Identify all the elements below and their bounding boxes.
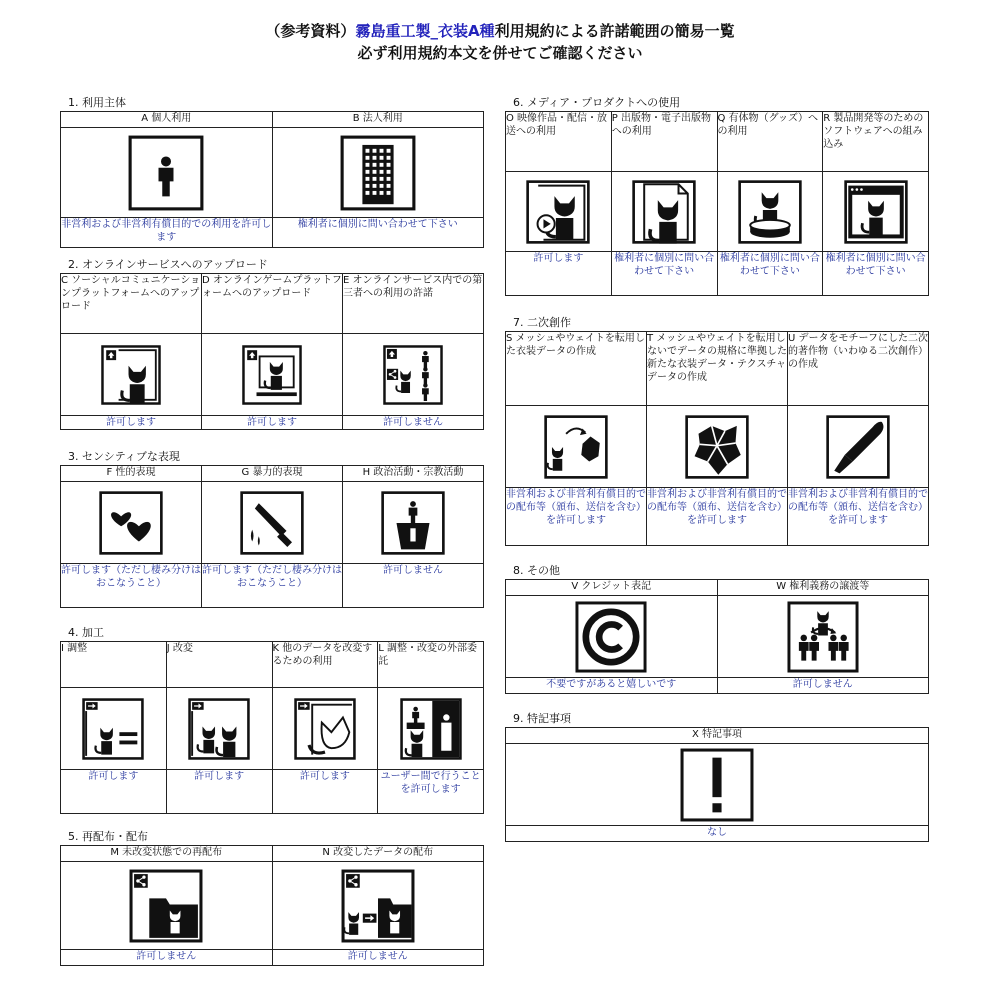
item-permission: 許可しません xyxy=(343,564,484,608)
item-label: V クレジット表記 xyxy=(506,580,718,596)
item-permission: 許可しません xyxy=(717,678,929,694)
item-permission: 権利者に個別に問い合わせて下さい xyxy=(611,252,717,296)
item-label: I 調整 xyxy=(61,642,167,688)
title-suffix: 利用規約による許諾範囲の簡易一覧 xyxy=(494,22,735,40)
item-icon-cell xyxy=(506,172,612,252)
item-icon-cell xyxy=(61,334,202,416)
exclamation-icon xyxy=(679,747,755,823)
outsource-icon xyxy=(399,697,463,761)
item-permission: 許可します xyxy=(61,770,167,814)
item-label: D オンラインゲームプラットフォームへのアップロード xyxy=(202,274,343,334)
use-for-other-data-icon xyxy=(293,697,357,761)
item-label: R 製品開発等のためのソフトウェアへの組み込み xyxy=(823,112,929,172)
item-permission: 許可します xyxy=(202,416,343,430)
section-other xyxy=(505,564,929,694)
adjust-icon xyxy=(81,697,145,761)
item-icon-cell xyxy=(61,862,273,950)
item-icon-cell xyxy=(202,334,343,416)
section-title: 6. メディア・プロダクトへの使用 xyxy=(513,96,681,109)
item-permission: 許可します xyxy=(506,252,612,296)
item-icon-cell xyxy=(61,688,167,770)
item-icon-cell xyxy=(166,688,272,770)
item-icon-cell xyxy=(823,172,929,252)
section-redistribution xyxy=(60,830,484,966)
item-permission: 許可します xyxy=(166,770,272,814)
item-label: W 権利義務の譲渡等 xyxy=(717,580,929,596)
pen-nib-icon xyxy=(825,414,891,480)
item-label: X 特記事項 xyxy=(506,728,929,744)
permission-table xyxy=(60,845,484,966)
item-label: M 未改変状態での再配布 xyxy=(61,846,273,862)
section-title: 3. センシティブな表現 xyxy=(68,450,180,463)
distribute-modified-icon xyxy=(340,868,416,944)
section-processing xyxy=(60,626,484,814)
item-label: E オンラインサービス内での第三者への利用の許諾 xyxy=(343,274,484,334)
transfer-rights-icon xyxy=(786,600,860,674)
knife-icon xyxy=(239,490,305,556)
new-costume-icon xyxy=(684,414,750,480)
upload-cat-icon xyxy=(100,344,162,406)
item-icon-cell xyxy=(717,172,823,252)
item-icon-cell xyxy=(611,172,717,252)
item-label: F 性的表現 xyxy=(61,466,202,482)
item-permission: 権利者に個別に問い合わせて下さい xyxy=(272,218,484,248)
redistribute-icon xyxy=(128,868,204,944)
speaker-podium-icon xyxy=(380,490,446,556)
item-permission: 許可しません xyxy=(343,416,484,430)
section-title: 5. 再配布・配布 xyxy=(68,830,148,843)
item-icon-cell xyxy=(378,688,484,770)
item-permission: 非営利および非営利有償目的での利用を許可します xyxy=(61,218,273,248)
section-title: 4. 加工 xyxy=(68,626,104,639)
item-label: G 暴力的表現 xyxy=(202,466,343,482)
item-permission: なし xyxy=(506,826,929,842)
section-title: 1. 利用主体 xyxy=(68,96,126,109)
title-prefix: （参考資料） xyxy=(265,22,356,40)
section-online-upload xyxy=(60,258,484,430)
software-window-icon xyxy=(843,179,909,245)
item-label: J 改変 xyxy=(166,642,272,688)
item-icon-cell xyxy=(272,688,378,770)
item-label: A 個人利用 xyxy=(61,112,273,128)
item-icon-cell xyxy=(506,406,647,488)
item-icon-cell xyxy=(788,406,929,488)
item-label: N 改変したデータの配布 xyxy=(272,846,484,862)
item-icon-cell xyxy=(343,334,484,416)
permission-table xyxy=(505,331,929,546)
section-media-products xyxy=(505,96,929,296)
item-icon-cell xyxy=(272,128,484,218)
reuse-mesh-icon xyxy=(543,414,609,480)
upload-screen-icon xyxy=(241,344,303,406)
item-icon-cell xyxy=(717,596,929,678)
item-permission: ユーザー間で行うことを許可します xyxy=(378,770,484,814)
permission-table xyxy=(60,641,484,814)
item-permission: 許可します（ただし棲み分けはおこなうこと） xyxy=(202,564,343,608)
permission-table xyxy=(505,727,929,842)
share-third-party-icon xyxy=(382,344,444,406)
permission-table xyxy=(505,579,929,694)
section-title: 9. 特記事項 xyxy=(513,712,571,725)
title-line-2: 必ず利用規約本文を併せてご確認ください xyxy=(357,44,643,62)
item-label: Q 有体物（グッズ）への利用 xyxy=(717,112,823,172)
item-label: U データをモチーフにした二次的著作物（いわゆる二次創作）の作成 xyxy=(788,332,929,406)
section-title: 8. その他 xyxy=(513,564,560,577)
item-permission: 不要ですがあると嬉しいです xyxy=(506,678,718,694)
section-sensitive-expression xyxy=(60,450,484,608)
item-label: P 出版物・電子出版物への利用 xyxy=(611,112,717,172)
item-label: O 映像作品・配信・放送への利用 xyxy=(506,112,612,172)
item-icon-cell xyxy=(647,406,788,488)
permission-table xyxy=(60,465,484,608)
item-permission: 許可します xyxy=(272,770,378,814)
office-building-icon xyxy=(339,134,417,212)
item-icon-cell xyxy=(272,862,484,950)
title-line-1 xyxy=(0,20,1000,42)
section-usage-subject xyxy=(60,96,484,248)
item-permission: 非営利および非営利有償目的での配布等（頒布、送信を含む）を許可します xyxy=(506,488,647,546)
item-permission: 権利者に個別に問い合わせて下さい xyxy=(823,252,929,296)
item-label: B 法人利用 xyxy=(272,112,484,128)
item-permission: 許可しません xyxy=(61,950,273,966)
section-derivative-works xyxy=(505,316,929,546)
item-permission: 許可しません xyxy=(272,950,484,966)
item-permission: 許可します（ただし棲み分けはおこなうこと） xyxy=(61,564,202,608)
item-label: T メッシュやウェイトを転用しないでデータの規格に準拠した新たな衣装データ・テクスチャデータの作成 xyxy=(647,332,788,406)
item-icon-cell xyxy=(506,744,929,826)
section-special-notes xyxy=(505,712,929,842)
item-label: L 調整・改変の外部委託 xyxy=(378,642,484,688)
item-label: C ソーシャルコミュニケーションプラットフォームへのアップロード xyxy=(61,274,202,334)
permission-table xyxy=(60,111,484,248)
item-icon-cell xyxy=(202,482,343,564)
section-title: 7. 二次創作 xyxy=(513,316,571,329)
item-icon-cell xyxy=(61,128,273,218)
item-permission: 許可します xyxy=(61,416,202,430)
item-icon-cell xyxy=(343,482,484,564)
section-title: 2. オンラインサービスへのアップロード xyxy=(68,258,268,271)
permission-table xyxy=(60,273,484,430)
item-permission: 権利者に個別に問い合わせて下さい xyxy=(717,252,823,296)
title-product-name: 霧島重工製_衣装A種 xyxy=(355,22,495,40)
hearts-icon xyxy=(98,490,164,556)
item-label: K 他のデータを改変するための利用 xyxy=(272,642,378,688)
item-label: H 政治活動・宗教活動 xyxy=(343,466,484,482)
item-label: S メッシュやウェイトを転用した衣装データの作成 xyxy=(506,332,647,406)
publication-icon xyxy=(631,179,697,245)
modify-icon xyxy=(187,697,251,761)
permission-table xyxy=(505,111,929,296)
document-title xyxy=(0,20,1000,64)
person-icon xyxy=(127,134,205,212)
figure-goods-icon xyxy=(737,179,803,245)
item-permission: 非営利および非営利有償目的での配布等（頒布、送信を含む）を許可します xyxy=(647,488,788,546)
item-permission: 非営利および非営利有償目的での配布等（頒布、送信を含む）を許可します xyxy=(788,488,929,546)
video-icon xyxy=(525,179,591,245)
item-icon-cell xyxy=(506,596,718,678)
item-icon-cell xyxy=(61,482,202,564)
copyright-icon xyxy=(574,600,648,674)
